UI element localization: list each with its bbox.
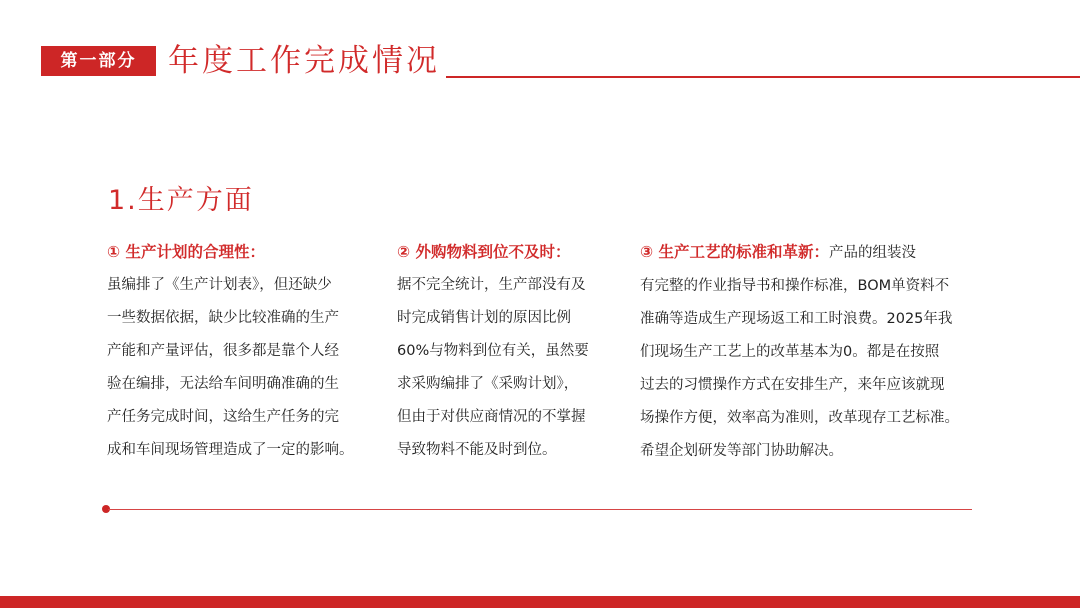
header-divider: [446, 76, 1080, 78]
paragraph-line: 产任务完成时间，这给生产任务的完: [107, 409, 339, 425]
paragraph-line: 成和车间现场管理造成了一定的影响。: [107, 442, 354, 458]
paragraph-line: 求采购编排了《采购计划》，: [397, 376, 579, 392]
page-title: 年度工作完成情况: [168, 43, 440, 79]
paragraph-line: 一些数据依据，缺少比较准确的生产: [107, 310, 339, 326]
paragraph-line: 希望企划研发等部门协助解决。: [640, 443, 843, 459]
column-production-plan: [107, 236, 367, 467]
paragraph-line: 时完成销售计划的原因比例: [397, 310, 571, 326]
column-heading: ③ 生产工艺的标准和革新：: [640, 243, 830, 261]
paragraph-line: 产能和产量评估，很多都是靠个人经: [107, 343, 339, 359]
paragraph-line: 60%与物料到位有关，虽然要: [397, 343, 589, 359]
paragraph-line: 准确等造成生产现场返工和工时浪费。2025年我: [640, 311, 953, 327]
section-title: 1.生产方面: [108, 185, 254, 216]
column-materials: [397, 236, 609, 467]
paragraph-line: 虽编排了《生产计划表》，但还缺少: [107, 277, 332, 293]
footer-band: [0, 596, 1080, 608]
section-tag: 第一部分: [41, 46, 156, 76]
paragraph-line: 但由于对供应商情况的不掌握: [397, 409, 586, 425]
paragraph-line: 场操作方便，效率高为准则，改革现存工艺标准。: [640, 410, 959, 426]
column-heading: ② 外购物料到位不及时：: [397, 243, 571, 261]
paragraph-line: 验在编排，无法给车间明确准确的生: [107, 376, 339, 392]
paragraph-line: 据不完全统计，生产部没有及: [397, 277, 586, 293]
column-process: [640, 236, 980, 468]
bottom-divider: [108, 509, 972, 510]
heading-line: [640, 236, 980, 270]
heading-tail: 产品的组装没: [829, 245, 917, 261]
paragraph-line: 有完整的作业指导书和操作标准，BOM单资料不: [640, 278, 950, 294]
paragraph-line: 们现场生产工艺上的改革基本为0。都是在按照: [640, 344, 940, 360]
paragraph-line: 导致物料不能及时到位。: [397, 442, 557, 458]
column-heading: ① 生产计划的合理性：: [107, 243, 266, 261]
paragraph-line: 过去的习惯操作方式在安排生产，来年应该就现: [640, 377, 945, 393]
